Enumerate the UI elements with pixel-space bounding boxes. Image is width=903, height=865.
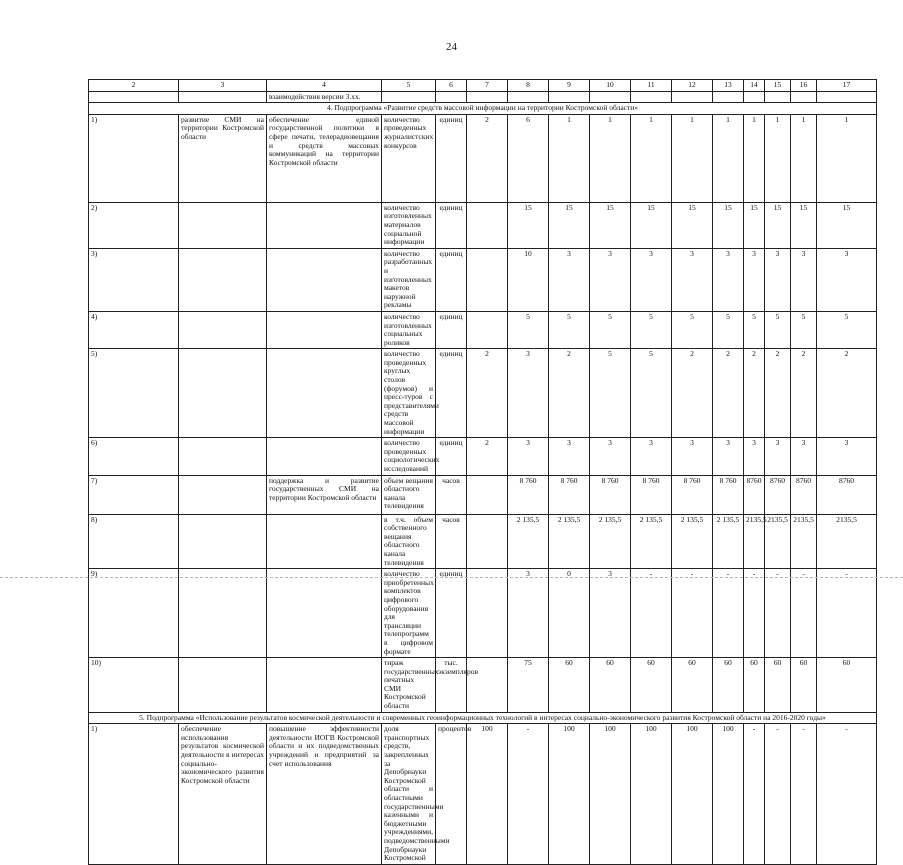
header-cell: 9 — [549, 80, 590, 92]
value-cell: 100 — [631, 724, 672, 865]
empty-cell — [467, 91, 508, 103]
value-cell: 15 — [765, 202, 791, 248]
row-number: 8) — [89, 514, 179, 569]
value-cell: 2135,5 — [817, 514, 877, 569]
value-cell: 3 — [817, 248, 877, 311]
measure-cell — [267, 514, 382, 569]
empty-cell — [89, 91, 179, 103]
table-row — [89, 569, 877, 658]
value-cell: 15 — [791, 202, 817, 248]
empty-cell — [744, 91, 765, 103]
value-cell: 1 — [817, 114, 877, 202]
indicator-cell: количество проведенных круглых столов (форумов) и пресс-туров с представителями средств массовой информации — [382, 349, 436, 438]
empty-cell — [382, 91, 436, 103]
value-cell: 0 — [549, 569, 590, 658]
value-cell: 8 760 — [508, 475, 549, 514]
unit-cell: единиц — [436, 311, 467, 348]
value-cell: 1 — [549, 114, 590, 202]
unit-cell: единиц — [436, 114, 467, 202]
value-cell: 2135,5 — [791, 514, 817, 569]
table-row — [89, 202, 877, 248]
value-cell: 60 — [744, 658, 765, 713]
measure-cell — [267, 311, 382, 348]
value-cell: - — [791, 724, 817, 865]
value-cell: - — [765, 569, 791, 658]
header-cell: 2 — [89, 80, 179, 92]
value-cell: 5 — [672, 311, 713, 348]
value-cell: 2135,5 — [765, 514, 791, 569]
measure-cell: поддержка и развитие государственных СМИ на территории Костромской области — [267, 475, 382, 514]
header-cell: 11 — [631, 80, 672, 92]
value-cell: - — [672, 569, 713, 658]
table-row — [89, 438, 877, 475]
value-cell: 3 — [713, 248, 744, 311]
empty-cell — [765, 91, 791, 103]
empty-cell — [672, 91, 713, 103]
carryover-text: взаимодействия версии 3.хх. — [267, 91, 382, 103]
indicator-cell: доля транспортных средств, закрепленных за Депобрнауки Костромской области и областными государственными казенными и бюджетными учреждениями, подведомственными Депобрнауки Костромской — [382, 724, 436, 865]
measure-cell — [267, 202, 382, 248]
value-cell: 8760 — [744, 475, 765, 514]
page-number: 24 — [446, 41, 457, 53]
value-cell: 60 — [631, 658, 672, 713]
empty-cell — [817, 91, 877, 103]
value-cell: 5 — [744, 311, 765, 348]
value-cell: 1 — [590, 114, 631, 202]
measure-cell — [267, 438, 382, 475]
empty-cell — [713, 91, 744, 103]
value-cell: 15 — [549, 202, 590, 248]
section-row — [89, 712, 877, 724]
value-cell — [467, 475, 508, 514]
unit-cell: тыс. экземпляров — [436, 658, 467, 713]
value-cell: 2135,5 — [744, 514, 765, 569]
value-cell: 5 — [631, 311, 672, 348]
header-row — [89, 80, 877, 92]
value-cell: 3 — [508, 349, 549, 438]
value-cell: 2 — [817, 349, 877, 438]
value-cell: - — [765, 724, 791, 865]
value-cell: 100 — [549, 724, 590, 865]
value-cell: 100 — [590, 724, 631, 865]
section-5-title: 5. Подпрограмма «Использование результатов космической деятельности и современных геоинформационных технологий в интересах социально-экономического развития Костромской области на 2016-2020 годы» — [89, 712, 877, 724]
header-cell: 3 — [179, 80, 267, 92]
measure-cell: повышение эффективности деятельности ИОГВ Костромской области и их подведомственных учреждений и предприятий за счет использования — [267, 724, 382, 865]
value-cell: 5 — [590, 349, 631, 438]
unit-cell: единиц — [436, 202, 467, 248]
value-cell: 5 — [817, 311, 877, 348]
value-cell: 1 — [744, 114, 765, 202]
value-cell: 2 — [713, 349, 744, 438]
task-cell — [179, 569, 267, 658]
indicator-cell: тираж государственных печатных СМИ Костромской области — [382, 658, 436, 713]
measure-cell — [267, 248, 382, 311]
table-row — [89, 475, 877, 514]
value-cell: 3 — [631, 248, 672, 311]
value-cell: 3 — [672, 438, 713, 475]
value-cell: 100 — [467, 724, 508, 865]
value-cell: 60 — [765, 658, 791, 713]
value-cell: 2 135,5 — [672, 514, 713, 569]
header-cell: 13 — [713, 80, 744, 92]
value-cell: 100 — [713, 724, 744, 865]
table-row — [89, 349, 877, 438]
header-cell: 4 — [267, 80, 382, 92]
row-number: 2) — [89, 202, 179, 248]
value-cell: 1 — [765, 114, 791, 202]
row-number: 10) — [89, 658, 179, 713]
value-cell — [467, 202, 508, 248]
value-cell: - — [508, 724, 549, 865]
measure-cell: обеспечение единой государственной политики в сфере печати, телерадиовещания и средств массовых коммуникаций на территории Костромской области — [267, 114, 382, 202]
measure-cell — [267, 658, 382, 713]
value-cell: 100 — [672, 724, 713, 865]
empty-cell — [508, 91, 549, 103]
value-cell: 15 — [672, 202, 713, 248]
task-cell — [179, 514, 267, 569]
table-row — [89, 311, 877, 348]
value-cell: 60 — [713, 658, 744, 713]
table-row — [89, 658, 877, 713]
section-4-title: 4. Подпрограмма «Развитие средств массовой информации на территории Костромской области» — [89, 103, 877, 115]
indicator-cell: объем вещания областного канала телевидения — [382, 475, 436, 514]
value-cell: 5 — [713, 311, 744, 348]
value-cell: 3 — [590, 248, 631, 311]
value-cell: 75 — [508, 658, 549, 713]
scan-artifact-line — [0, 577, 903, 578]
task-cell — [179, 658, 267, 713]
header-cell: 8 — [508, 80, 549, 92]
value-cell: 15 — [744, 202, 765, 248]
value-cell: 2 — [744, 349, 765, 438]
task-cell: развитие СМИ на территории Костромской области — [179, 114, 267, 202]
value-cell: 2 135,5 — [713, 514, 744, 569]
value-cell — [467, 569, 508, 658]
value-cell: 8 760 — [549, 475, 590, 514]
value-cell: 2 — [549, 349, 590, 438]
row-number: 6) — [89, 438, 179, 475]
carryover-row — [89, 91, 877, 103]
task-cell: обеспечение использования результатов космической деятельности в интересах социально-экономического развития Костромской области — [179, 724, 267, 865]
value-cell — [467, 514, 508, 569]
row-number: 9) — [89, 569, 179, 658]
value-cell: 2 135,5 — [508, 514, 549, 569]
value-cell: 3 — [508, 569, 549, 658]
header-cell: 6 — [436, 80, 467, 92]
value-cell: 8760 — [817, 475, 877, 514]
value-cell: 60 — [549, 658, 590, 713]
empty-cell — [436, 91, 467, 103]
value-cell: 3 — [590, 438, 631, 475]
value-cell: 60 — [672, 658, 713, 713]
table-row — [89, 248, 877, 311]
task-cell — [179, 311, 267, 348]
value-cell: 3 — [549, 438, 590, 475]
value-cell: 1 — [672, 114, 713, 202]
value-cell: 1 — [631, 114, 672, 202]
empty-cell — [549, 91, 590, 103]
header-cell: 5 — [382, 80, 436, 92]
value-cell: 3 — [744, 248, 765, 311]
unit-cell: единиц — [436, 248, 467, 311]
empty-cell — [179, 91, 267, 103]
value-cell: 5 — [791, 311, 817, 348]
value-cell: 2 — [467, 349, 508, 438]
value-cell: 3 — [817, 438, 877, 475]
value-cell: 6 — [508, 114, 549, 202]
value-cell: - — [791, 569, 817, 658]
measure-cell — [267, 349, 382, 438]
value-cell: 5 — [508, 311, 549, 348]
unit-cell: единиц — [436, 569, 467, 658]
indicator-cell: количество проведенных социологических исследований — [382, 438, 436, 475]
indicator-cell: в т.ч. объем собственного вещания областного канала телевидения — [382, 514, 436, 569]
task-cell — [179, 475, 267, 514]
value-cell: 2 — [765, 349, 791, 438]
value-cell: - — [817, 569, 877, 658]
value-cell: 15 — [631, 202, 672, 248]
value-cell: - — [744, 569, 765, 658]
header-cell: 10 — [590, 80, 631, 92]
unit-cell: единиц — [436, 438, 467, 475]
value-cell: 60 — [817, 658, 877, 713]
task-cell — [179, 248, 267, 311]
value-cell: 1 — [791, 114, 817, 202]
value-cell: - — [713, 569, 744, 658]
header-cell: 15 — [765, 80, 791, 92]
value-cell: 60 — [791, 658, 817, 713]
task-cell — [179, 349, 267, 438]
value-cell: 60 — [590, 658, 631, 713]
unit-cell: часов — [436, 514, 467, 569]
header-cell: 14 — [744, 80, 765, 92]
indicator-cell: количество изготовленных материалов социальной информации — [382, 202, 436, 248]
value-cell: 15 — [713, 202, 744, 248]
indicator-cell: количество разработанных и изготовленных макетов наружной рекламы — [382, 248, 436, 311]
value-cell: 5 — [549, 311, 590, 348]
header-cell: 16 — [791, 80, 817, 92]
value-cell: 3 — [549, 248, 590, 311]
task-cell — [179, 438, 267, 475]
empty-cell — [590, 91, 631, 103]
value-cell: 8 760 — [590, 475, 631, 514]
value-cell: 2 135,5 — [590, 514, 631, 569]
value-cell: 15 — [508, 202, 549, 248]
table-row — [89, 514, 877, 569]
empty-cell — [791, 91, 817, 103]
table-row — [89, 724, 877, 865]
header-cell: 17 — [817, 80, 877, 92]
value-cell: 10 — [508, 248, 549, 311]
row-number: 7) — [89, 475, 179, 514]
unit-cell: единиц — [436, 349, 467, 438]
value-cell: 2 — [672, 349, 713, 438]
value-cell: - — [817, 724, 877, 865]
value-cell: 3 — [791, 438, 817, 475]
value-cell: 2 — [467, 438, 508, 475]
value-cell: 2 — [791, 349, 817, 438]
task-cell — [179, 202, 267, 248]
value-cell: 3 — [765, 248, 791, 311]
empty-cell — [631, 91, 672, 103]
value-cell: 2 — [467, 114, 508, 202]
indicator-cell: количество изготовленных социальных роликов — [382, 311, 436, 348]
value-cell: 2 135,5 — [549, 514, 590, 569]
unit-cell: процентов — [436, 724, 467, 865]
header-cell: 12 — [672, 80, 713, 92]
value-cell: 3 — [713, 438, 744, 475]
value-cell: 15 — [817, 202, 877, 248]
value-cell: 5 — [765, 311, 791, 348]
value-cell: 15 — [590, 202, 631, 248]
table-row — [89, 114, 877, 202]
value-cell: 3 — [631, 438, 672, 475]
section-row — [89, 103, 877, 115]
value-cell: 8760 — [765, 475, 791, 514]
value-cell: - — [744, 724, 765, 865]
value-cell: 3 — [791, 248, 817, 311]
measure-cell — [267, 569, 382, 658]
value-cell: 3 — [508, 438, 549, 475]
indicators-table — [88, 79, 877, 865]
value-cell — [467, 658, 508, 713]
unit-cell: часов — [436, 475, 467, 514]
value-cell: 1 — [713, 114, 744, 202]
value-cell: 8 760 — [713, 475, 744, 514]
indicator-cell: количество проведенных журналистских конкурсов — [382, 114, 436, 202]
value-cell: 8760 — [791, 475, 817, 514]
value-cell: 8 760 — [631, 475, 672, 514]
row-number: 1) — [89, 114, 179, 202]
value-cell: 3 — [744, 438, 765, 475]
row-number: 3) — [89, 248, 179, 311]
value-cell — [467, 248, 508, 311]
value-cell: 3 — [672, 248, 713, 311]
row-number: 1) — [89, 724, 179, 865]
value-cell: 3 — [765, 438, 791, 475]
value-cell: 5 — [590, 311, 631, 348]
row-number: 5) — [89, 349, 179, 438]
value-cell — [467, 311, 508, 348]
value-cell: 8 760 — [672, 475, 713, 514]
indicator-cell: количество приобретенных комплектов цифрового оборудования для трансляции телепрограмм в цифровом формате — [382, 569, 436, 658]
row-number: 4) — [89, 311, 179, 348]
value-cell: 5 — [631, 349, 672, 438]
value-cell: - — [631, 569, 672, 658]
value-cell: 2 135,5 — [631, 514, 672, 569]
header-cell: 7 — [467, 80, 508, 92]
value-cell: 3 — [590, 569, 631, 658]
